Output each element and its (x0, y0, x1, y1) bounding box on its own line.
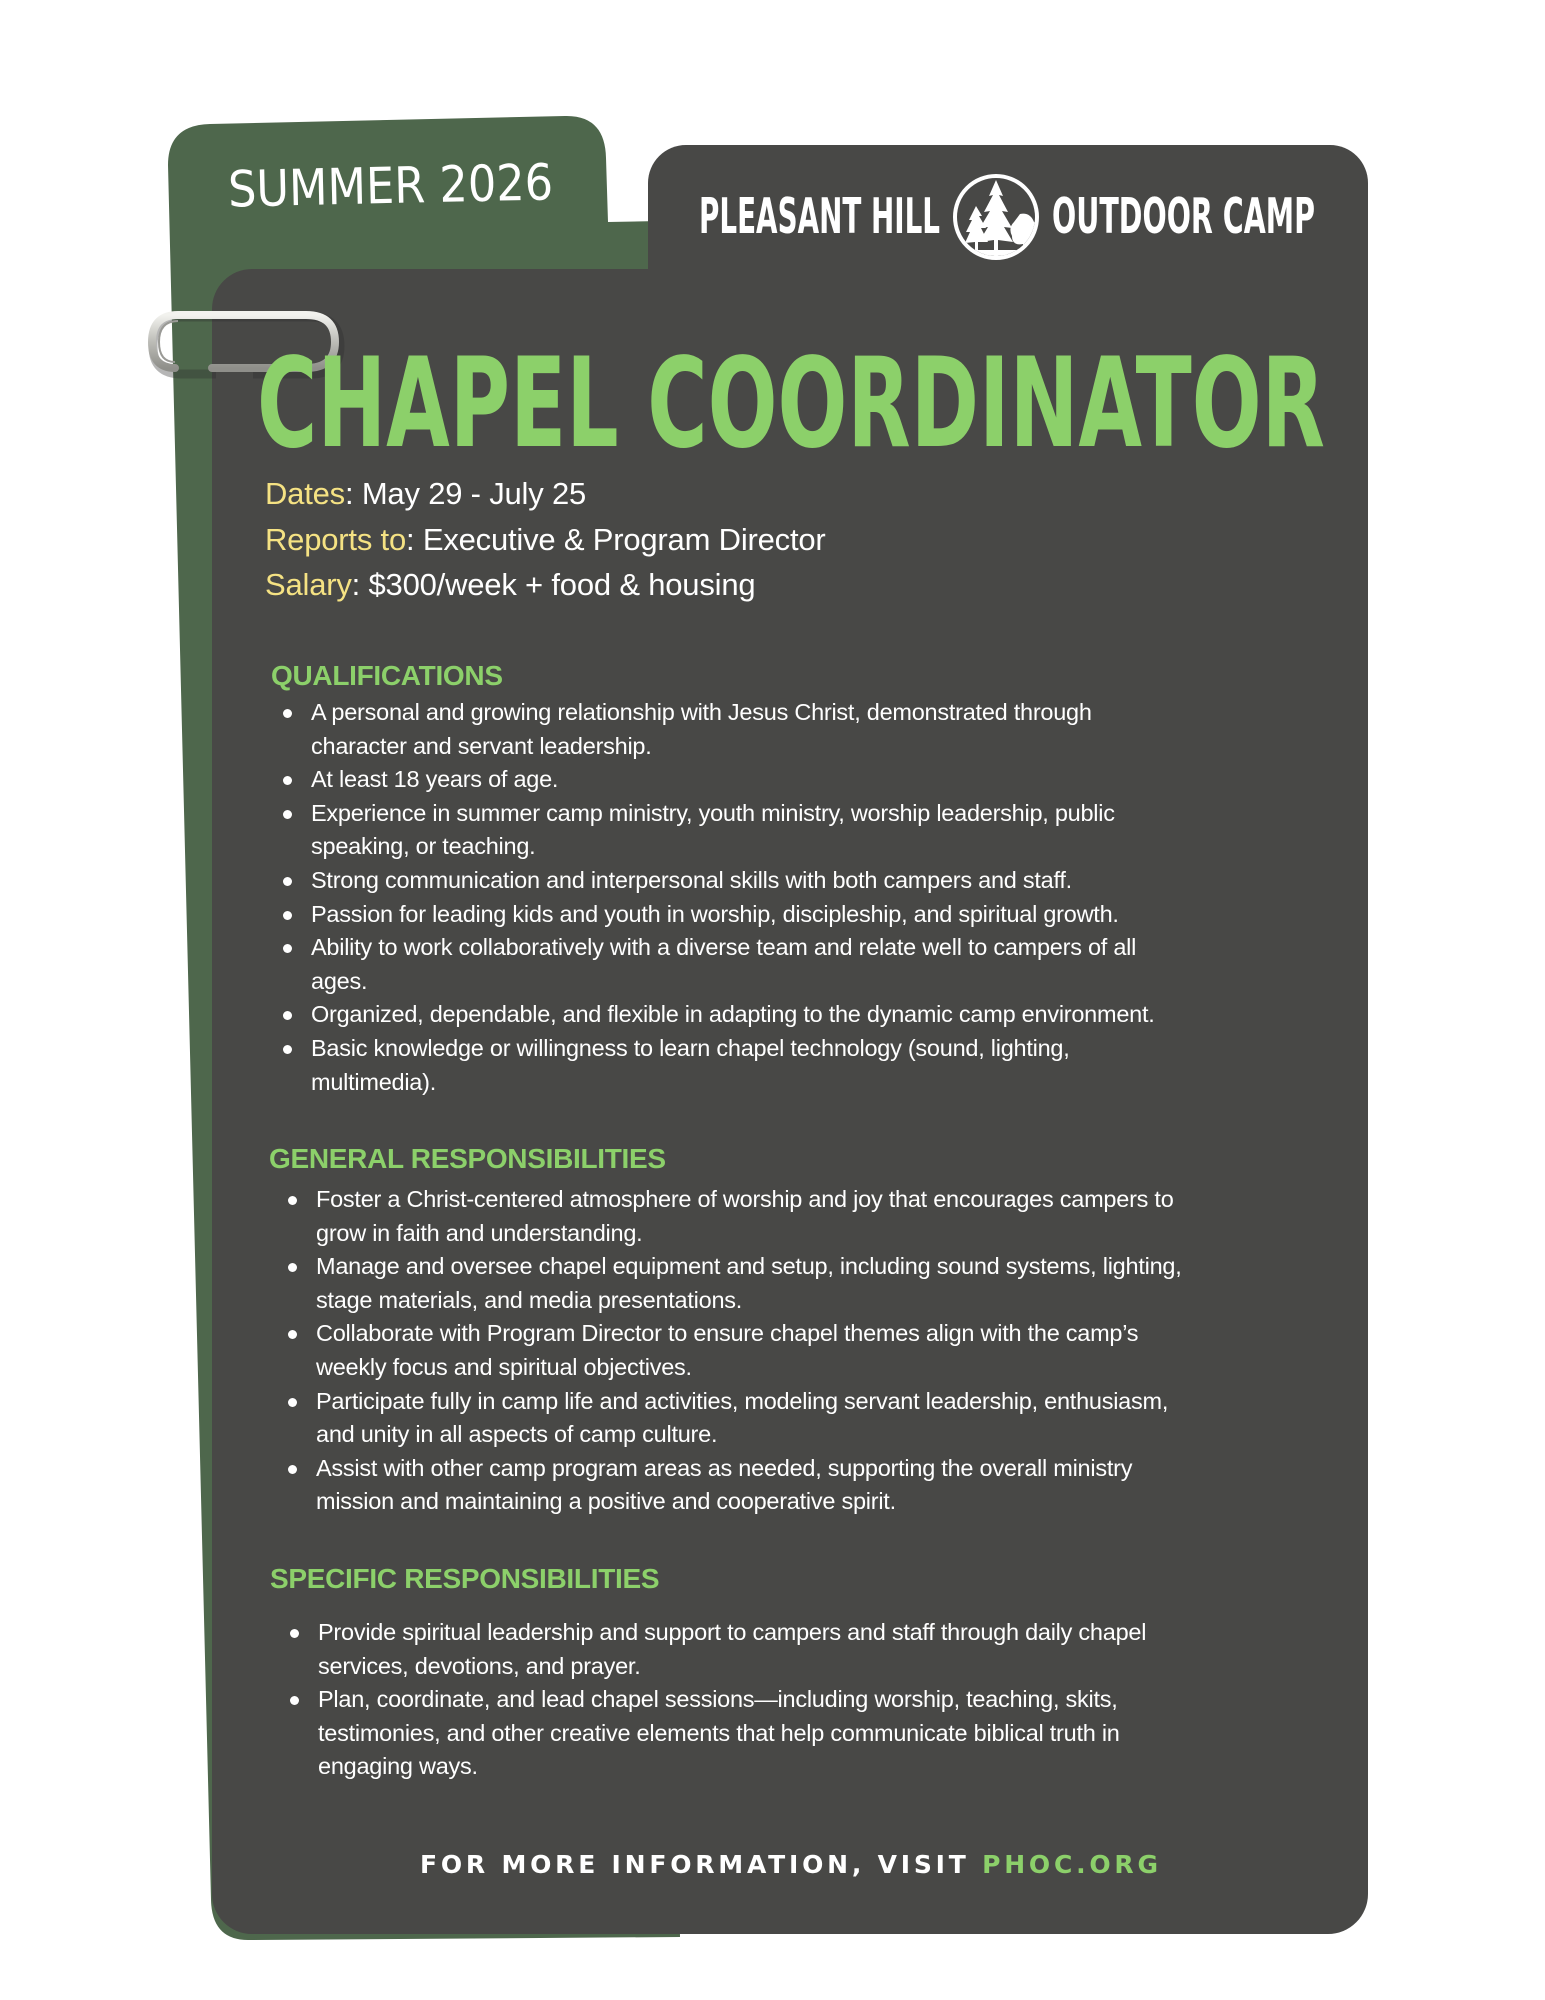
general-responsibilities-list (316, 1183, 1182, 1519)
list-item-line: Passion for leading kids and youth in worship, discipleship, and spiritual growth. (311, 900, 1119, 927)
list-item (311, 797, 1155, 864)
season-label: SUMMER 2026 (227, 152, 593, 219)
detail-value: May 29 - July 25 (361, 476, 587, 511)
list-item-line: Provide spiritual leadership and support to campers and staff through daily chapel (318, 1619, 1147, 1645)
list-item (311, 864, 1155, 898)
bullet-icon (283, 810, 292, 819)
list-item-line: character and servant leadership. (311, 732, 652, 759)
list-item (318, 1616, 1146, 1683)
list-item-line: Assist with other camp program areas as needed, supporting the overall ministry (316, 1454, 1133, 1481)
list-item-line: ages. (311, 967, 368, 994)
qualifications-heading: QUALIFICATIONS (271, 660, 503, 691)
detail-salary: Salary: $300/week + food & housing (265, 567, 756, 602)
list-item-line: grow in faith and understanding. (316, 1219, 643, 1246)
detail-value: Executive & Program Director (422, 521, 826, 557)
detail-label: Reports to (265, 521, 407, 557)
list-item-line: Plan, coordinate, and lead chapel sessions—including worship, teaching, skits, (318, 1686, 1118, 1713)
list-item-line: Foster a Christ-centered atmosphere of worship and joy that encourages campers to (316, 1186, 1174, 1212)
list-item-line: speaking, or teaching. (311, 833, 536, 860)
list-item (318, 1683, 1146, 1784)
list-item-line: Organized, dependable, and flexible in adapting to the dynamic camp environment. (311, 1001, 1155, 1028)
bullet-icon (288, 1465, 297, 1474)
list-item-line: Ability to work collaboratively with a diverse team and relate well to campers of all (311, 934, 1137, 961)
list-item (311, 898, 1155, 932)
detail-label: Salary (265, 567, 352, 602)
list-item (311, 763, 1155, 797)
general-responsibilities-heading: GENERAL RESPONSIBILITIES (269, 1143, 666, 1174)
list-item-line: multimedia). (311, 1068, 436, 1095)
pine-trees-circle-icon (950, 176, 1042, 262)
list-item-line: mission and maintaining a positive and cooperative spirit. (316, 1488, 896, 1515)
bullet-icon (283, 877, 292, 886)
list-item-line: Basic knowledge or willingness to learn chapel technology (sound, lighting, (311, 1034, 1070, 1061)
logo-text-right: OUTDOOR CAMP (1052, 188, 1315, 245)
bullet-icon (283, 709, 292, 718)
bullet-icon (288, 1398, 297, 1407)
list-item-line: weekly focus and spiritual objectives. (316, 1353, 692, 1380)
list-item (316, 1250, 1182, 1317)
camp-logo (0, 0, 1545, 300)
list-item-line: Participate fully in camp life and activities, modeling servant leadership, enthusiasm, (316, 1387, 1169, 1414)
job-details (265, 471, 826, 608)
list-item-line: Manage and oversee chapel equipment and setup, including sound systems, lighting, (316, 1253, 1182, 1280)
detail-value: $300/week + food & housing (368, 567, 756, 602)
list-item (311, 998, 1155, 1032)
detail-reports-to: Reports to: Executive & Program Director (265, 521, 826, 557)
list-item-line: testimonies, and other creative elements that help communicate biblical truth in (318, 1719, 1120, 1746)
footer-text: FOR MORE INFORMATION, VISIT (420, 1850, 984, 1879)
list-item-line: and unity in all aspects of camp culture. (316, 1421, 718, 1448)
list-item (316, 1385, 1182, 1452)
bullet-icon (288, 1196, 297, 1205)
specific-responsibilities-heading: SPECIFIC RESPONSIBILITIES (270, 1563, 660, 1594)
logo-text-left: PLEASANT HILL (699, 188, 940, 245)
job-title-svg (0, 330, 1545, 470)
list-item-line: stage materials, and media presentations. (316, 1286, 743, 1313)
specific-responsibilities-list (318, 1616, 1146, 1784)
list-item-line: Collaborate with Program Director to ensure chapel themes align with the camp’s (316, 1320, 1139, 1347)
list-item-line: Strong communication and interpersonal skills with both campers and staff. (311, 866, 1072, 893)
list-item-line: Experience in summer camp ministry, youth ministry, worship leadership, public (311, 799, 1115, 826)
list-item (316, 1452, 1182, 1519)
list-item (316, 1183, 1182, 1250)
bullet-icon (283, 1045, 292, 1054)
bullet-icon (290, 1629, 299, 1638)
list-item-line: A personal and growing relationship with Jesus Christ, demonstrated through (311, 699, 1092, 725)
qualifications-list (311, 696, 1155, 1099)
list-item (311, 696, 1155, 763)
footer-link[interactable]: PHOC.ORG (982, 1850, 1163, 1879)
logo-svg (0, 0, 1545, 300)
list-item-line: At least 18 years of age. (311, 766, 559, 793)
list-item-line: engaging ways. (318, 1753, 478, 1780)
list-item (316, 1317, 1182, 1384)
detail-dates: Dates: May 29 - July 25 (265, 476, 587, 511)
job-title: CHAPEL COORDINATOR (257, 332, 1325, 470)
footer-svg (0, 1840, 1545, 1890)
detail-label: Dates (265, 476, 345, 511)
list-item (311, 1032, 1155, 1099)
bullet-icon (283, 911, 292, 920)
list-item (311, 931, 1155, 998)
footer-cta (420, 1850, 1163, 1879)
list-item-line: services, devotions, and prayer. (318, 1652, 641, 1679)
